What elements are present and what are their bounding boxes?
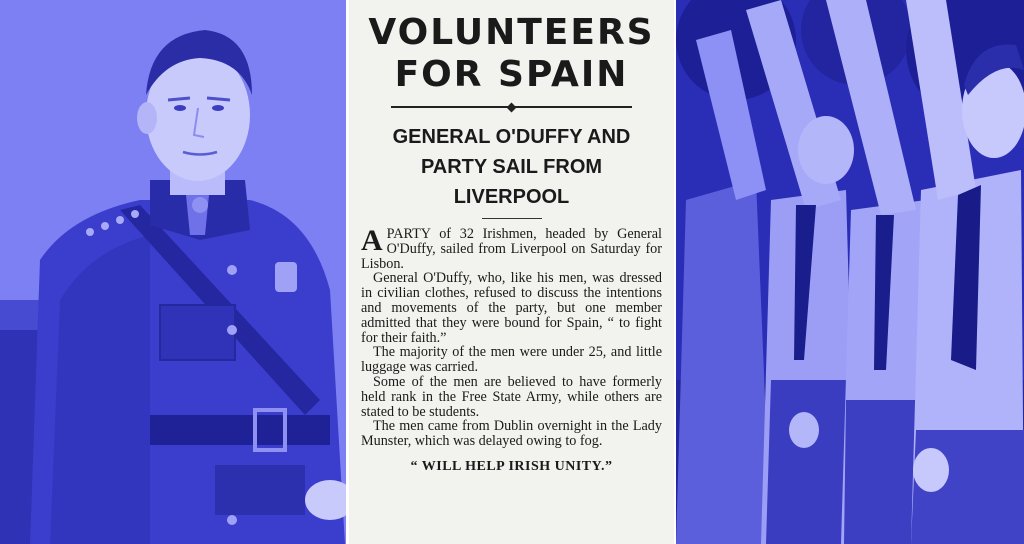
section-heading: “ WILL HELP IRISH UNITY.” [410,458,613,474]
article-paragraph-2: General O'Duffy, who, like his men, was dressed in civilian clothes, refused to discuss the intentions and movements of the party, but one member admitted that they were bound for Spain, “ to fight for their faith.” [361,270,662,346]
subhead-line-2: PARTY SAIL FROM [420,156,603,178]
officer-portrait-illustration [0,0,349,544]
drop-cap: A [361,224,383,257]
portrait-photo [0,0,349,544]
subhead-divider [482,218,542,219]
subhead-line-1: GENERAL O'DUFFY AND [392,126,631,148]
article-paragraph-3: The majority of the men were under 25, and little luggage was carried. [361,344,662,376]
headline-line-1: VOLUNTEERS [368,12,655,53]
newspaper-clipping [349,0,676,544]
subheadline [361,122,662,212]
article-body [361,224,662,450]
subhead-line-3: LIVERPOOL [453,186,570,208]
article-paragraph-1: A PARTY of 32 Irishmen, headed by General O'Duffy, sailed from Liverpool on Saturday for Lisbon. [361,224,662,272]
article-paragraph-4: Some of the men are believed to have formerly held rank in the Free State Army, while others are stated to be students. [361,373,662,420]
headline-divider [361,98,662,112]
saluting-men-illustration [676,0,1024,544]
salute-photo [676,0,1024,544]
headline-line-2: FOR SPAIN [394,54,629,95]
article-paragraph-5: The men came from Dublin overnight in the Lady Munster, which was delayed owing to fog. [361,418,662,450]
headline [361,12,662,96]
